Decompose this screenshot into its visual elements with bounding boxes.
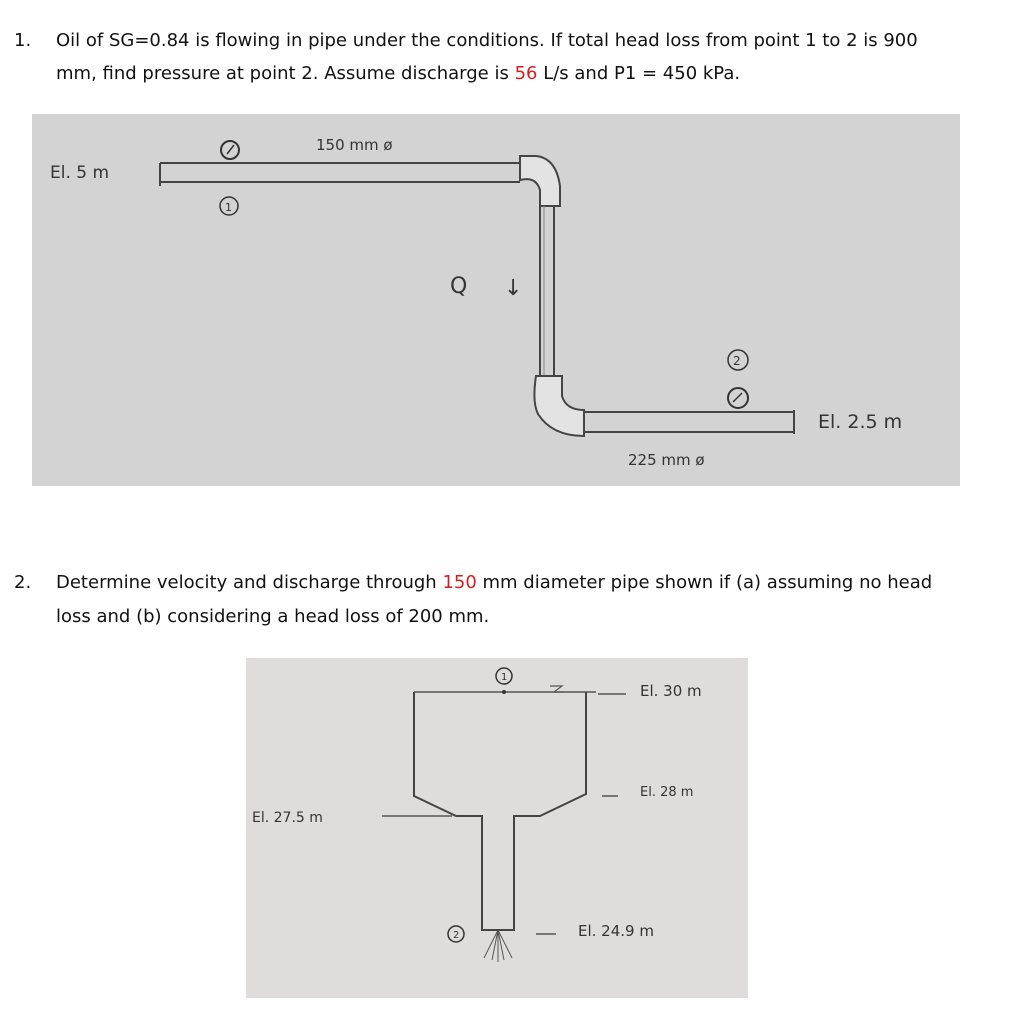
elevation-left-label: El. 5 m bbox=[50, 163, 110, 183]
problem-2-line-1-pre: Determine velocity and discharge through bbox=[56, 572, 443, 593]
pipe-diameter-value: 150 bbox=[442, 572, 477, 593]
elevation-27-5-label: El. 27.5 m bbox=[252, 810, 323, 826]
problem-2-number: 2. bbox=[14, 572, 32, 593]
elevation-28-label: El. 28 m bbox=[640, 785, 694, 800]
pipe-bottom-diameter-label: 225 mm ø bbox=[628, 451, 705, 469]
problem-1-figure bbox=[32, 114, 960, 486]
pipe-top-diameter-label: 150 mm ø bbox=[316, 136, 393, 154]
elevation-30-label: El. 30 m bbox=[640, 682, 702, 700]
point-2-label: 2 bbox=[453, 930, 460, 941]
point-1-label: 1 bbox=[225, 201, 232, 214]
elevation-right-label: El. 2.5 m bbox=[818, 411, 903, 433]
problem-2-line-1-post: mm diameter pipe shown if (a) assuming no head bbox=[476, 572, 933, 593]
problem-1-line-2-pre: mm, find pressure at point 2. Assume discharge is bbox=[56, 63, 515, 84]
problem-1-line-2-post: L/s and P1 = 450 kPa. bbox=[537, 63, 741, 84]
problem-2-line-1 bbox=[56, 572, 932, 593]
flow-arrow-icon: ↓ bbox=[504, 276, 523, 301]
point-2-label: 2 bbox=[733, 354, 741, 368]
point-1-label: 1 bbox=[501, 672, 508, 683]
problem-2-figure bbox=[246, 658, 748, 998]
elevation-24-9-label: El. 24.9 m bbox=[578, 922, 654, 940]
flow-label: Q bbox=[450, 274, 468, 299]
problem-1-number: 1. bbox=[14, 30, 32, 51]
problem-1-line-1: Oil of SG=0.84 is flowing in pipe under the conditions. If total head loss from point 1 to 2 is 900 bbox=[56, 30, 918, 51]
problem-2-line-2: loss and (b) considering a head loss of 200 mm. bbox=[56, 606, 490, 627]
discharge-value: 56 bbox=[514, 63, 538, 84]
problem-1-line-2 bbox=[56, 63, 740, 84]
